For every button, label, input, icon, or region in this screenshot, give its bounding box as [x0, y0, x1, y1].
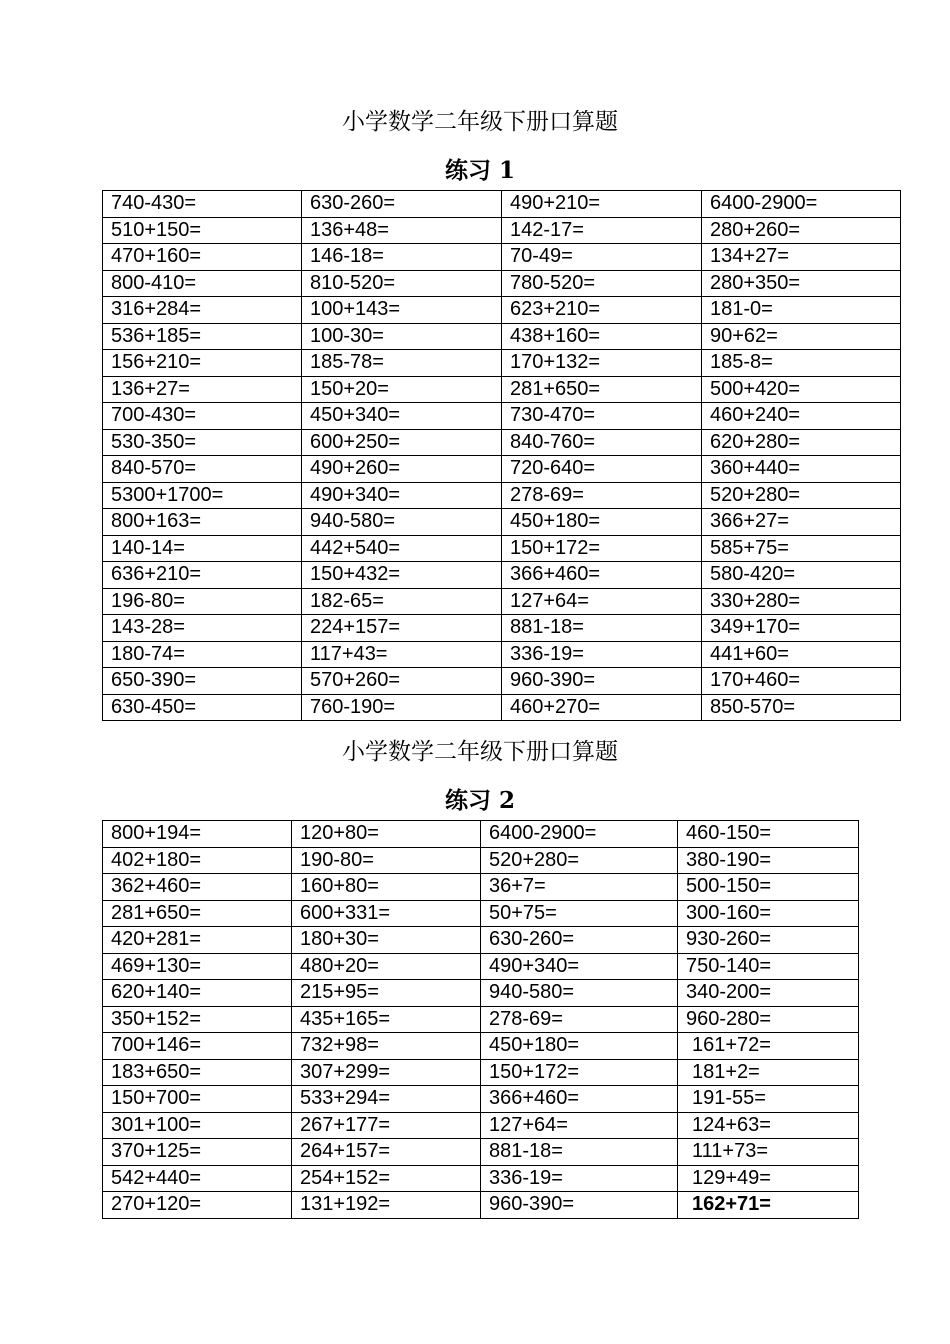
- problem-cell: 349+170=: [702, 615, 901, 642]
- problem-cell: 940-580=: [302, 509, 502, 536]
- table-row: [103, 482, 901, 509]
- problem-cell: 840-760=: [502, 429, 702, 456]
- problem-cell: 366+460=: [481, 1086, 678, 1113]
- problem-cell: 930-260=: [678, 927, 859, 954]
- problem-cell: 316+284=: [103, 297, 302, 324]
- section-1-subtitle: 练习 1: [444, 157, 515, 184]
- problem-cell: 800+194=: [103, 821, 292, 848]
- table-row: [103, 615, 901, 642]
- problem-cell: 301+100=: [103, 1112, 292, 1139]
- problem-cell: 190-80=: [292, 847, 481, 874]
- problem-cell: 750-140=: [678, 953, 859, 980]
- problem-cell: 960-280=: [678, 1006, 859, 1033]
- section-2-title: 小学数学二年级下册口算题: [342, 739, 618, 765]
- problem-cell: 500+420=: [702, 376, 901, 403]
- problem-cell: 281+650=: [502, 376, 702, 403]
- problem-cell: 50+75=: [481, 900, 678, 927]
- problem-cell: 131+192=: [292, 1192, 481, 1219]
- problem-cell: 620+140=: [103, 980, 292, 1007]
- problem-cell: 330+280=: [702, 588, 901, 615]
- problem-cell: 5300+1700=: [103, 482, 302, 509]
- problem-cell: 490+210=: [502, 191, 702, 218]
- problem-cell: 6400-2900=: [481, 821, 678, 848]
- problem-cell: 881-18=: [502, 615, 702, 642]
- problem-cell: 150+172=: [502, 535, 702, 562]
- problem-cell: 196-80=: [103, 588, 302, 615]
- table-row: [103, 217, 901, 244]
- problem-cell: 185-8=: [702, 350, 901, 377]
- problem-cell: 70-49=: [502, 244, 702, 271]
- problem-cell: 530-350=: [103, 429, 302, 456]
- table-row: [103, 980, 859, 1007]
- problem-cell: 280+260=: [702, 217, 901, 244]
- table-row: [103, 847, 859, 874]
- problem-cell: 636+210=: [103, 562, 302, 589]
- problem-cell: 370+125=: [103, 1139, 292, 1166]
- problem-cell: 150+432=: [302, 562, 502, 589]
- problem-cell: 500-150=: [678, 874, 859, 901]
- problem-cell: 36+7=: [481, 874, 678, 901]
- problem-cell: 191-55=: [678, 1086, 859, 1113]
- problem-cell: 278-69=: [502, 482, 702, 509]
- problem-cell: 460+270=: [502, 694, 702, 721]
- problem-cell: 146-18=: [302, 244, 502, 271]
- problem-cell: 336-19=: [481, 1165, 678, 1192]
- problem-cell: 469+130=: [103, 953, 292, 980]
- problem-cell: 307+299=: [292, 1059, 481, 1086]
- problem-cell: 450+180=: [502, 509, 702, 536]
- table-row: [103, 376, 901, 403]
- problem-cell: 180+30=: [292, 927, 481, 954]
- table-row: [103, 821, 859, 848]
- table-row: [103, 1006, 859, 1033]
- problem-cell: 6400-2900=: [702, 191, 901, 218]
- table-row: [103, 641, 901, 668]
- problem-cell: 460-150=: [678, 821, 859, 848]
- problem-cell: 360+440=: [702, 456, 901, 483]
- problem-cell: 340-200=: [678, 980, 859, 1007]
- table-row: [103, 323, 901, 350]
- problem-cell: 450+340=: [302, 403, 502, 430]
- table-row: [103, 191, 901, 218]
- table-row: [103, 562, 901, 589]
- problem-cell: 600+250=: [302, 429, 502, 456]
- problem-cell: 800+163=: [103, 509, 302, 536]
- problem-cell: 278-69=: [481, 1006, 678, 1033]
- problem-cell: 442+540=: [302, 535, 502, 562]
- table-row: [103, 668, 901, 695]
- problem-cell: 740-430=: [103, 191, 302, 218]
- problem-cell: 281+650=: [103, 900, 292, 927]
- table-row: [103, 350, 901, 377]
- problem-cell: 215+95=: [292, 980, 481, 1007]
- problem-cell: 134+27=: [702, 244, 901, 271]
- problem-cell: 129+49=: [678, 1165, 859, 1192]
- problem-cell: 366+460=: [502, 562, 702, 589]
- problem-cell: 160+80=: [292, 874, 481, 901]
- problem-cell: 490+340=: [481, 953, 678, 980]
- problem-cell: 254+152=: [292, 1165, 481, 1192]
- problem-cell: 150+172=: [481, 1059, 678, 1086]
- problem-cell: 180-74=: [103, 641, 302, 668]
- problem-cell: 510+150=: [103, 217, 302, 244]
- problem-cell: 441+60=: [702, 641, 901, 668]
- problem-cell: 100+143=: [302, 297, 502, 324]
- table-row: [103, 1086, 859, 1113]
- problem-cell: 127+64=: [481, 1112, 678, 1139]
- problem-cell: 720-640=: [502, 456, 702, 483]
- problem-cell: 470+160=: [103, 244, 302, 271]
- problem-cell: 940-580=: [481, 980, 678, 1007]
- problem-cell: 136+48=: [302, 217, 502, 244]
- table-row: [103, 509, 901, 536]
- exercise-1-table: [102, 190, 901, 721]
- table-row: [103, 694, 901, 721]
- problem-cell: 520+280=: [481, 847, 678, 874]
- problem-cell: 460+240=: [702, 403, 901, 430]
- problem-cell: 336-19=: [502, 641, 702, 668]
- problem-cell: 161+72=: [678, 1033, 859, 1060]
- table-row: [103, 874, 859, 901]
- problem-cell: 111+73=: [678, 1139, 859, 1166]
- problem-cell: 450+180=: [481, 1033, 678, 1060]
- problem-cell: 162+71=: [678, 1192, 859, 1219]
- problem-cell: 490+340=: [302, 482, 502, 509]
- table-row: [103, 429, 901, 456]
- problem-cell: 170+460=: [702, 668, 901, 695]
- problem-cell: 366+27=: [702, 509, 901, 536]
- problem-cell: 600+331=: [292, 900, 481, 927]
- problem-cell: 810-520=: [302, 270, 502, 297]
- problem-cell: 730-470=: [502, 403, 702, 430]
- problem-cell: 536+185=: [103, 323, 302, 350]
- table-row: [103, 1165, 859, 1192]
- problem-cell: 182-65=: [302, 588, 502, 615]
- problem-cell: 267+177=: [292, 1112, 481, 1139]
- problem-cell: 435+165=: [292, 1006, 481, 1033]
- problem-cell: 150+20=: [302, 376, 502, 403]
- table-row: [103, 1192, 859, 1219]
- table-row: [103, 953, 859, 980]
- table-row: [103, 927, 859, 954]
- table-row: [103, 297, 901, 324]
- table-row: [103, 456, 901, 483]
- problem-cell: 630-450=: [103, 694, 302, 721]
- section-2-subtitle: 练习 2: [444, 787, 515, 814]
- problem-cell: 280+350=: [702, 270, 901, 297]
- problem-cell: 300-160=: [678, 900, 859, 927]
- problem-cell: 480+20=: [292, 953, 481, 980]
- problem-cell: 650-390=: [103, 668, 302, 695]
- problem-cell: 402+180=: [103, 847, 292, 874]
- problem-cell: 780-520=: [502, 270, 702, 297]
- problem-cell: 420+281=: [103, 927, 292, 954]
- table-row: [103, 270, 901, 297]
- problem-cell: 620+280=: [702, 429, 901, 456]
- problem-cell: 185-78=: [302, 350, 502, 377]
- table-row: [103, 403, 901, 430]
- table-row: [103, 1112, 859, 1139]
- table-row: [103, 588, 901, 615]
- problem-cell: 143-28=: [103, 615, 302, 642]
- problem-cell: 183+650=: [103, 1059, 292, 1086]
- table-row: [103, 1033, 859, 1060]
- problem-cell: 181-0=: [702, 297, 901, 324]
- problem-cell: 127+64=: [502, 588, 702, 615]
- problem-cell: 732+98=: [292, 1033, 481, 1060]
- table-row: [103, 900, 859, 927]
- problem-cell: 533+294=: [292, 1086, 481, 1113]
- problem-cell: 142-17=: [502, 217, 702, 244]
- problem-cell: 90+62=: [702, 323, 901, 350]
- problem-cell: 623+210=: [502, 297, 702, 324]
- exercise-2-table: [102, 820, 859, 1219]
- problem-cell: 700+146=: [103, 1033, 292, 1060]
- problem-cell: 156+210=: [103, 350, 302, 377]
- problem-cell: 630-260=: [302, 191, 502, 218]
- problem-cell: 362+460=: [103, 874, 292, 901]
- problem-cell: 140-14=: [103, 535, 302, 562]
- problem-cell: 580-420=: [702, 562, 901, 589]
- problem-cell: 264+157=: [292, 1139, 481, 1166]
- problem-cell: 840-570=: [103, 456, 302, 483]
- problem-cell: 570+260=: [302, 668, 502, 695]
- table-row: [103, 535, 901, 562]
- problem-cell: 630-260=: [481, 927, 678, 954]
- problem-cell: 760-190=: [302, 694, 502, 721]
- problem-cell: 170+132=: [502, 350, 702, 377]
- problem-cell: 520+280=: [702, 482, 901, 509]
- problem-cell: 224+157=: [302, 615, 502, 642]
- section-1-title: 小学数学二年级下册口算题: [342, 109, 618, 135]
- problem-cell: 124+63=: [678, 1112, 859, 1139]
- problem-cell: 270+120=: [103, 1192, 292, 1219]
- table-row: [103, 1139, 859, 1166]
- problem-cell: 117+43=: [302, 641, 502, 668]
- problem-cell: 850-570=: [702, 694, 901, 721]
- problem-cell: 380-190=: [678, 847, 859, 874]
- problem-cell: 490+260=: [302, 456, 502, 483]
- problem-cell: 881-18=: [481, 1139, 678, 1166]
- problem-cell: 100-30=: [302, 323, 502, 350]
- problem-cell: 438+160=: [502, 323, 702, 350]
- problem-cell: 350+152=: [103, 1006, 292, 1033]
- problem-cell: 700-430=: [103, 403, 302, 430]
- problem-cell: 800-410=: [103, 270, 302, 297]
- problem-cell: 585+75=: [702, 535, 901, 562]
- problem-cell: 181+2=: [678, 1059, 859, 1086]
- problem-cell: 960-390=: [481, 1192, 678, 1219]
- problem-cell: 542+440=: [103, 1165, 292, 1192]
- problem-cell: 120+80=: [292, 821, 481, 848]
- table-row: [103, 244, 901, 271]
- problem-cell: 136+27=: [103, 376, 302, 403]
- table-row: [103, 1059, 859, 1086]
- problem-cell: 960-390=: [502, 668, 702, 695]
- problem-cell: 150+700=: [103, 1086, 292, 1113]
